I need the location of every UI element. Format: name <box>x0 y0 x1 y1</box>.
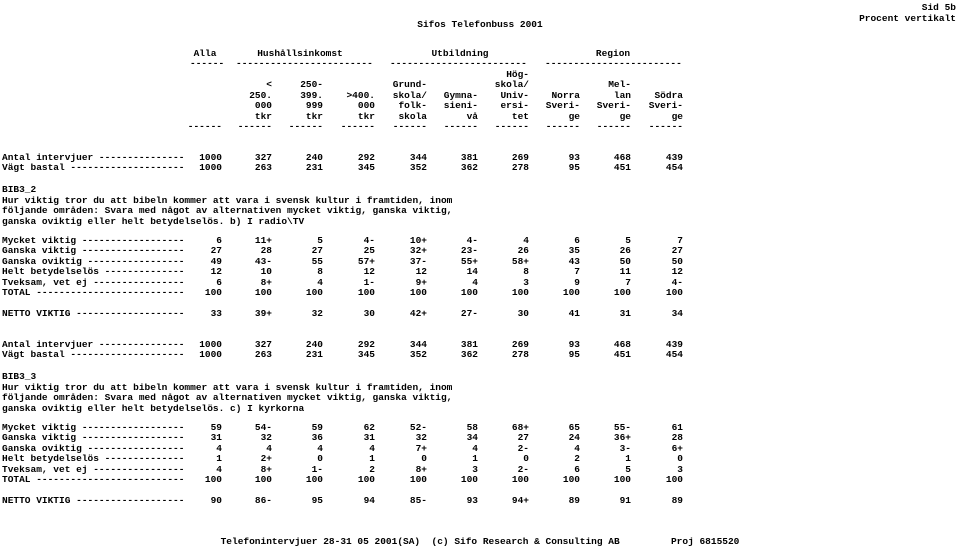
answer-row-label: Tveksam, vet ej ---------------- <box>2 276 185 288</box>
group-rule: ------ <box>190 58 225 69</box>
base-row-value: 439 <box>665 152 683 163</box>
answer-row-label: TOTAL -------------------------- <box>2 474 185 485</box>
base-row-value: 468 <box>613 339 631 350</box>
answer-row-value: 12 <box>415 266 427 278</box>
column-rule: ------ <box>187 121 222 132</box>
base-row-value: 381 <box>460 339 478 350</box>
netto-row-value: 85- <box>409 495 427 506</box>
question-text: Hur viktig tror du att bibeln kommer att vara i svensk kultur i framtiden, inom <box>2 195 453 206</box>
netto-row-value: 94 <box>363 495 375 506</box>
column-rule: ------ <box>340 121 375 132</box>
report-title: Sifos Telefonbuss 2001 <box>417 19 543 30</box>
answer-row-value: 8+ <box>415 463 427 475</box>
answer-row-value: 6 <box>574 235 580 246</box>
base-row-value: 362 <box>460 349 478 361</box>
netto-row-value: 90 <box>210 495 222 506</box>
question-code: BIB3_2 <box>2 184 37 195</box>
column-header: 000 <box>254 100 272 112</box>
column-header: Södra <box>654 89 683 101</box>
netto-row-value: 86- <box>254 495 272 506</box>
question-text: följande områden: Svara med något av alternativen mycket viktig, ganska viktig, <box>2 392 453 404</box>
answer-row-value: 4 <box>523 235 529 246</box>
group-rule: ------------------------ <box>236 58 373 69</box>
answer-row-label: Helt betydelselös -------------- <box>2 266 185 278</box>
base-row-value: 327 <box>254 339 272 350</box>
base-row-value: 451 <box>613 162 631 174</box>
base-row-value: 1000 <box>199 162 222 174</box>
group-header: Alla <box>193 48 217 59</box>
answer-row-value: 55+ <box>460 255 478 267</box>
question-text: följande områden: Svara med något av alternativen mycket viktig, ganska viktig, <box>2 205 453 217</box>
column-header: Sveri- <box>648 100 683 112</box>
answer-row-value: 4 <box>317 442 323 454</box>
netto-row-value: 91 <box>619 495 631 506</box>
answer-row-value: 100 <box>305 474 323 485</box>
column-header: tkr <box>254 110 272 122</box>
base-row-value: 362 <box>460 162 478 174</box>
answer-row-value: 0 <box>421 453 427 465</box>
answer-row-value: 100 <box>613 287 631 298</box>
answer-row-value: 57+ <box>357 255 375 267</box>
base-row-value: 278 <box>511 162 529 174</box>
answer-row-value: 100 <box>204 474 222 485</box>
answer-row-value: 4- <box>363 235 375 246</box>
netto-row-value: 94+ <box>511 495 529 506</box>
column-header: 999 <box>305 100 323 112</box>
column-header: tkr <box>305 110 323 122</box>
question-text: ganska oviktig eller helt betydelselös. c) I kyrkorna <box>2 402 305 414</box>
base-row-value: 344 <box>409 339 427 350</box>
column-rule: ------ <box>443 121 478 132</box>
column-header: lan <box>613 89 631 101</box>
base-row-label: Vägt bastal -------------------- <box>2 162 185 174</box>
base-row-label: Vägt bastal -------------------- <box>2 349 185 361</box>
answer-row-value: 7+ <box>415 442 427 454</box>
column-header: tet <box>511 110 529 122</box>
answer-row-value: 8+ <box>260 463 272 475</box>
answer-row-value: 100 <box>511 474 529 485</box>
column-rule: ------ <box>648 121 683 132</box>
answer-row-value: 10 <box>260 266 272 278</box>
answer-row-value: 4 <box>472 276 478 288</box>
percent-note: Procent vertikalt <box>859 13 956 24</box>
answer-row-value: 27 <box>517 432 529 444</box>
base-row-value: 240 <box>305 152 323 163</box>
answer-row-value: 0 <box>317 453 323 465</box>
answer-row-value: 32 <box>260 432 272 444</box>
answer-row-value: 31 <box>363 432 375 444</box>
base-row-value: 454 <box>665 349 683 361</box>
answer-row-value: 2 <box>574 453 580 465</box>
base-row-value: 327 <box>254 152 272 163</box>
base-row-value: 269 <box>511 152 529 163</box>
answer-row-value: 100 <box>357 287 375 298</box>
netto-row-value: 89 <box>568 495 580 506</box>
answer-row-value: 6+ <box>671 442 683 454</box>
answer-row-value: 36+ <box>613 432 631 444</box>
group-header: Utbildning <box>431 48 489 59</box>
column-header: tkr <box>357 110 375 122</box>
answer-row-value: 9 <box>574 276 580 288</box>
answer-row-value: 27 <box>671 245 683 257</box>
answer-row-value: 100 <box>254 287 272 298</box>
answer-row-value: 26 <box>517 245 529 257</box>
answer-row-value: 14 <box>466 266 478 278</box>
base-row-value: 263 <box>254 162 272 174</box>
column-header: 250. <box>249 89 272 101</box>
answer-row-value: 3 <box>472 463 478 475</box>
column-header: sieni- <box>443 100 478 112</box>
netto-row-value: 34 <box>671 308 683 319</box>
answer-row-value: 52- <box>409 422 427 433</box>
answer-row-value: 1 <box>216 453 222 465</box>
base-row-value: 292 <box>357 339 375 350</box>
answer-row-value: 11+ <box>254 235 272 246</box>
column-rule: ------ <box>237 121 272 132</box>
netto-row-value: 95 <box>311 495 323 506</box>
answer-row-value: 6 <box>216 276 222 288</box>
base-row-value: 1000 <box>199 339 222 350</box>
netto-row-value: 33 <box>210 308 222 319</box>
question-text: ganska oviktig eller helt betydelselös. b) I radio\TV <box>2 215 305 227</box>
base-row-value: 451 <box>613 349 631 361</box>
column-header: Sveri- <box>596 100 631 112</box>
answer-row-value: 27 <box>210 245 222 257</box>
column-rule: ------ <box>288 121 323 132</box>
answer-row-value: 12 <box>671 266 683 278</box>
column-rule: ------ <box>545 121 580 132</box>
answer-row-value: 3 <box>523 276 529 288</box>
answer-row-value: 34 <box>466 432 478 444</box>
answer-row-value: 32+ <box>409 245 427 257</box>
answer-row-value: 4- <box>671 276 683 288</box>
answer-row-value: 3- <box>619 442 631 454</box>
answer-row-value: 5 <box>625 463 631 475</box>
answer-row-label: Mycket viktig ------------------ <box>2 422 185 433</box>
answer-row-value: 5 <box>317 235 323 246</box>
group-rule: ------------------------ <box>545 58 682 69</box>
answer-row-value: 6 <box>216 235 222 246</box>
answer-row-label: Tveksam, vet ej ---------------- <box>2 463 185 475</box>
column-header: ge <box>671 110 683 122</box>
base-row-value: 468 <box>613 152 631 163</box>
column-header: Grund- <box>392 79 427 91</box>
answer-row-value: 4 <box>216 463 222 475</box>
base-row-value: 263 <box>254 349 272 361</box>
base-row-value: 1000 <box>199 349 222 361</box>
column-header: skola <box>398 110 427 122</box>
column-header: Univ- <box>500 89 529 101</box>
answer-row-value: 7 <box>677 235 683 246</box>
column-header: < <box>266 79 272 91</box>
answer-row-value: 28 <box>671 432 683 444</box>
answer-row-value: 55 <box>311 255 323 267</box>
netto-row-value: 30 <box>517 308 529 319</box>
column-header: vå <box>466 110 478 122</box>
page-number: Sid 5b <box>921 2 956 13</box>
answer-row-value: 4 <box>369 442 375 454</box>
answer-row-value: 58 <box>466 422 478 433</box>
answer-row-value: 54- <box>254 422 272 433</box>
answer-row-value: 12 <box>363 266 375 278</box>
answer-row-value: 43- <box>254 255 272 267</box>
base-row-value: 231 <box>305 349 323 361</box>
netto-row-value: 32 <box>311 308 323 319</box>
answer-row-value: 8 <box>523 266 529 278</box>
answer-row-value: 4 <box>574 442 580 454</box>
answer-row-value: 50 <box>619 255 631 267</box>
answer-row-value: 9+ <box>415 276 427 288</box>
answer-row-value: 65 <box>568 422 580 433</box>
answer-row-value: 25 <box>363 245 375 257</box>
netto-row-value: 39+ <box>254 308 272 319</box>
answer-row-label: Ganska viktig ------------------ <box>2 432 185 444</box>
group-rule: ------------------------ <box>390 58 527 69</box>
base-row-value: 93 <box>568 339 580 350</box>
answer-row-value: 7 <box>625 276 631 288</box>
answer-row-value: 1 <box>369 453 375 465</box>
column-header: 399. <box>300 89 323 101</box>
answer-row-value: 55- <box>613 422 631 433</box>
answer-row-value: 2+ <box>260 453 272 465</box>
question-code: BIB3_3 <box>2 371 37 382</box>
answer-row-value: 8+ <box>260 276 272 288</box>
answer-row-value: 23- <box>460 245 478 257</box>
column-rule: ------ <box>596 121 631 132</box>
netto-row-label: NETTO VIKTIG ------------------- <box>2 308 185 319</box>
answer-row-value: 1- <box>363 276 375 288</box>
answer-row-value: 4 <box>472 442 478 454</box>
answer-row-value: 6 <box>574 463 580 475</box>
answer-row-label: TOTAL -------------------------- <box>2 287 185 298</box>
base-row-value: 95 <box>568 162 580 174</box>
answer-row-value: 8 <box>317 266 323 278</box>
netto-row-value: 93 <box>466 495 478 506</box>
column-rule: ------ <box>392 121 427 132</box>
answer-row-value: 50 <box>671 255 683 267</box>
base-row-value: 352 <box>409 349 427 361</box>
answer-row-value: 2 <box>369 463 375 475</box>
answer-row-value: 10+ <box>409 235 427 246</box>
netto-row-value: 41 <box>568 308 580 319</box>
column-header: Gymna- <box>443 89 478 101</box>
answer-row-value: 100 <box>409 474 427 485</box>
report-footer: Telefonintervjuer 28-31 05 2001(SA) (c) Sifo Research & Consulting AB Proj 6815520 <box>220 536 740 547</box>
base-row-value: 240 <box>305 339 323 350</box>
netto-row-value: 42+ <box>409 308 427 319</box>
column-header: Mel- <box>608 79 631 91</box>
base-row-value: 292 <box>357 152 375 163</box>
base-row-value: 439 <box>665 339 683 350</box>
answer-row-value: 2- <box>517 463 529 475</box>
answer-row-value: 0 <box>523 453 529 465</box>
answer-row-value: 100 <box>460 287 478 298</box>
answer-row-value: 4 <box>266 442 272 454</box>
column-header: skola/ <box>494 79 529 91</box>
netto-row-value: 31 <box>619 308 631 319</box>
answer-row-value: 7 <box>574 266 580 278</box>
answer-row-value: 58+ <box>511 255 529 267</box>
answer-row-value: 100 <box>613 474 631 485</box>
answer-row-value: 5 <box>625 235 631 246</box>
answer-row-value: 27 <box>311 245 323 257</box>
answer-row-value: 59 <box>210 422 222 433</box>
column-header: Hög- <box>506 69 529 80</box>
answer-row-value: 36 <box>311 432 323 444</box>
answer-row-value: 100 <box>254 474 272 485</box>
answer-row-value: 61 <box>671 422 683 433</box>
base-row-value: 278 <box>511 349 529 361</box>
answer-row-value: 100 <box>409 287 427 298</box>
netto-row-value: 89 <box>671 495 683 506</box>
base-row-value: 269 <box>511 339 529 350</box>
base-row-value: 352 <box>409 162 427 174</box>
answer-row-value: 100 <box>511 287 529 298</box>
column-header: Norra <box>551 89 580 101</box>
answer-row-value: 2- <box>517 442 529 454</box>
question-text: Hur viktig tror du att bibeln kommer att vara i svensk kultur i framtiden, inom <box>2 382 453 393</box>
answer-row-value: 26 <box>619 245 631 257</box>
answer-row-label: Ganska viktig ------------------ <box>2 245 185 257</box>
answer-row-value: 4 <box>216 442 222 454</box>
netto-row-value: 30 <box>363 308 375 319</box>
column-header: ge <box>619 110 631 122</box>
column-header: ersi- <box>500 100 529 112</box>
answer-row-value: 1- <box>311 463 323 475</box>
answer-row-value: 1 <box>625 453 631 465</box>
base-row-value: 1000 <box>199 152 222 163</box>
answer-row-value: 28 <box>260 245 272 257</box>
base-row-value: 345 <box>357 349 375 361</box>
answer-row-value: 1 <box>472 453 478 465</box>
answer-row-value: 100 <box>357 474 375 485</box>
answer-row-value: 24 <box>568 432 580 444</box>
answer-row-label: Ganska oviktig ----------------- <box>2 255 185 267</box>
column-header: Sveri- <box>545 100 580 112</box>
base-row-value: 231 <box>305 162 323 174</box>
column-header: 250- <box>300 79 323 91</box>
answer-row-value: 4 <box>317 276 323 288</box>
base-row-value: 345 <box>357 162 375 174</box>
column-header: ge <box>568 110 580 122</box>
answer-row-value: 100 <box>665 474 683 485</box>
answer-row-value: 31 <box>210 432 222 444</box>
answer-row-label: Helt betydelselös -------------- <box>2 453 185 465</box>
answer-row-value: 12 <box>210 266 222 278</box>
base-row-value: 454 <box>665 162 683 174</box>
group-header: Hushållsinkomst <box>257 48 343 59</box>
base-row-value: 95 <box>568 349 580 361</box>
answer-row-value: 0 <box>677 453 683 465</box>
answer-row-value: 35 <box>568 245 580 257</box>
column-header: skola/ <box>392 89 427 101</box>
base-row-label: Antal intervjuer --------------- <box>2 152 185 163</box>
base-row-label: Antal intervjuer --------------- <box>2 339 185 350</box>
base-row-value: 381 <box>460 152 478 163</box>
answer-row-label: Mycket viktig ------------------ <box>2 235 185 246</box>
answer-row-label: Ganska oviktig ----------------- <box>2 442 185 454</box>
base-row-value: 93 <box>568 152 580 163</box>
answer-row-value: 4- <box>466 235 478 246</box>
answer-row-value: 37- <box>409 255 427 267</box>
answer-row-value: 11 <box>619 266 631 278</box>
answer-row-value: 100 <box>204 287 222 298</box>
answer-row-value: 32 <box>415 432 427 444</box>
netto-row-label: NETTO VIKTIG ------------------- <box>2 495 185 506</box>
answer-row-value: 62 <box>363 422 375 433</box>
column-header: 000 <box>357 100 375 112</box>
answer-row-value: 100 <box>305 287 323 298</box>
answer-row-value: 100 <box>460 474 478 485</box>
column-rule: ------ <box>494 121 529 132</box>
answer-row-value: 49 <box>210 255 222 267</box>
group-header: Region <box>595 48 631 59</box>
netto-row-value: 27- <box>460 308 478 319</box>
answer-row-value: 59 <box>311 422 323 433</box>
base-row-value: 344 <box>409 152 427 163</box>
answer-row-value: 68+ <box>511 422 529 433</box>
answer-row-value: 100 <box>665 287 683 298</box>
answer-row-value: 100 <box>562 474 580 485</box>
answer-row-value: 100 <box>562 287 580 298</box>
column-header: folk- <box>398 100 427 112</box>
answer-row-value: 3 <box>677 463 683 475</box>
answer-row-value: 43 <box>568 255 580 267</box>
column-header: >400. <box>346 89 375 101</box>
